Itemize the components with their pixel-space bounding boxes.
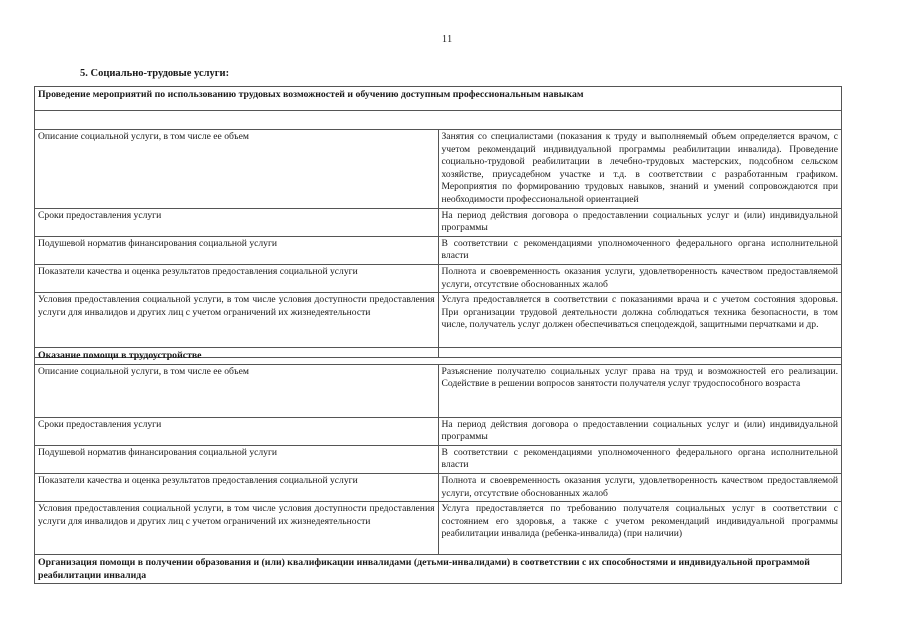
row-value: На период действия договора о предоставлении социальных услуг и (или) индивидуальной программы xyxy=(438,417,842,445)
row-label: Описание социальной услуги, в том числе ее объем xyxy=(35,364,439,417)
row-value: В соответствии с рекомендациями уполномоченного федерального органа исполнительной власти xyxy=(438,236,842,264)
row-label: Условия предоставления социальной услуги, в том числе условия доступности предоставления услуги для инвалидов и других лиц с учетом ограничений их жизнедеятельности xyxy=(35,293,439,358)
row-label: Показатели качества и оценка результатов предоставления социальной услуги xyxy=(35,473,439,501)
row-value: Разъяснение получателю социальных услуг права на труд и возможностей его реализации. Содействие в решении вопросов занятости получателя услуг трудоспособного возраста xyxy=(438,364,842,417)
row-label: Описание социальной услуги, в том числе ее объем xyxy=(35,130,439,209)
table-row xyxy=(35,473,842,501)
row-value: Услуга предоставляется по требованию получателя социальных услуг в соответствии с состоянием его здоровья, а также с учетом рекомендаций индивидуальной программы реабилитации инвалида (ребенка-инвалида) (при наличии) xyxy=(438,502,842,555)
row-label: Подушевой норматив финансирования социальной услуги xyxy=(35,445,439,473)
table-row xyxy=(35,130,842,209)
table-row xyxy=(35,364,842,417)
row-label: Сроки предоставления услуги xyxy=(35,208,439,236)
service-table-employment xyxy=(34,347,842,584)
section-title: 5. Социально-трудовые услуги: xyxy=(80,68,230,79)
row-value: Занятия со специалистами (показания к труду и выполняемый объем определяется врачом, с учетом рекомендаций индивидуальной программы реабилитации инвалида). Проведение социально-трудовой реабилитации в лечебно-трудовых мастерских, подсобном сельском хозяйстве, приусадебном участке и т.д. в соответствии с разработанным графиком. Мероприятия по формированию трудовых навыков, знаний и умений сопровождаются при необходимости профессиональной ориентацией xyxy=(438,130,842,209)
row-value: Полнота и своевременность оказания услуги, удовлетворенность качеством предоставляемой услуги, отсутствие обоснованных жалоб xyxy=(438,473,842,501)
table-row xyxy=(35,264,842,292)
table-row xyxy=(35,236,842,264)
row-value: Полнота и своевременность оказания услуги, удовлетворенность качеством предоставляемой услуги, отсутствие обоснованных жалоб xyxy=(438,264,842,292)
row-value: Услуга предоставляется в соответствии с показаниями врача и с учетом состояния здоровья. При организации трудовой деятельности должна соблюдаться техника безопасности, в том числе, получатель услуг должен обеспечиваться спецодеждой, защитными перчатками и др. xyxy=(438,293,842,358)
row-label: Условия предоставления социальной услуги, в том числе условия доступности предоставления услуги для инвалидов и других лиц с учетом ограничений их жизнедеятельности xyxy=(35,502,439,555)
service-header: Проведение мероприятий по использованию трудовых возможностей и обучению доступным профессиональным навыкам xyxy=(35,87,842,111)
service-header: Оказание помощи в трудоустройстве xyxy=(35,348,842,365)
row-value: В соответствии с рекомендациями уполномоченного федерального органа исполнительной власти xyxy=(438,445,842,473)
row-label: Подушевой норматив финансирования социальной услуги xyxy=(35,236,439,264)
table-row xyxy=(35,208,842,236)
row-value: На период действия договора о предоставлении социальных услуг и (или) индивидуальной программы xyxy=(438,208,842,236)
table-row xyxy=(35,445,842,473)
page-number: 11 xyxy=(442,34,453,45)
row-label: Сроки предоставления услуги xyxy=(35,417,439,445)
table-row xyxy=(35,417,842,445)
service-header: Организация помощи в получении образования и (или) квалификации инвалидами (детьми-инвалидами) в соответствии с их способностями и индивидуальной программой реабилитации инвалида xyxy=(35,555,842,584)
service-table-work-skills xyxy=(34,86,842,358)
table-row xyxy=(35,502,842,555)
row-label: Показатели качества и оценка результатов предоставления социальной услуги xyxy=(35,264,439,292)
